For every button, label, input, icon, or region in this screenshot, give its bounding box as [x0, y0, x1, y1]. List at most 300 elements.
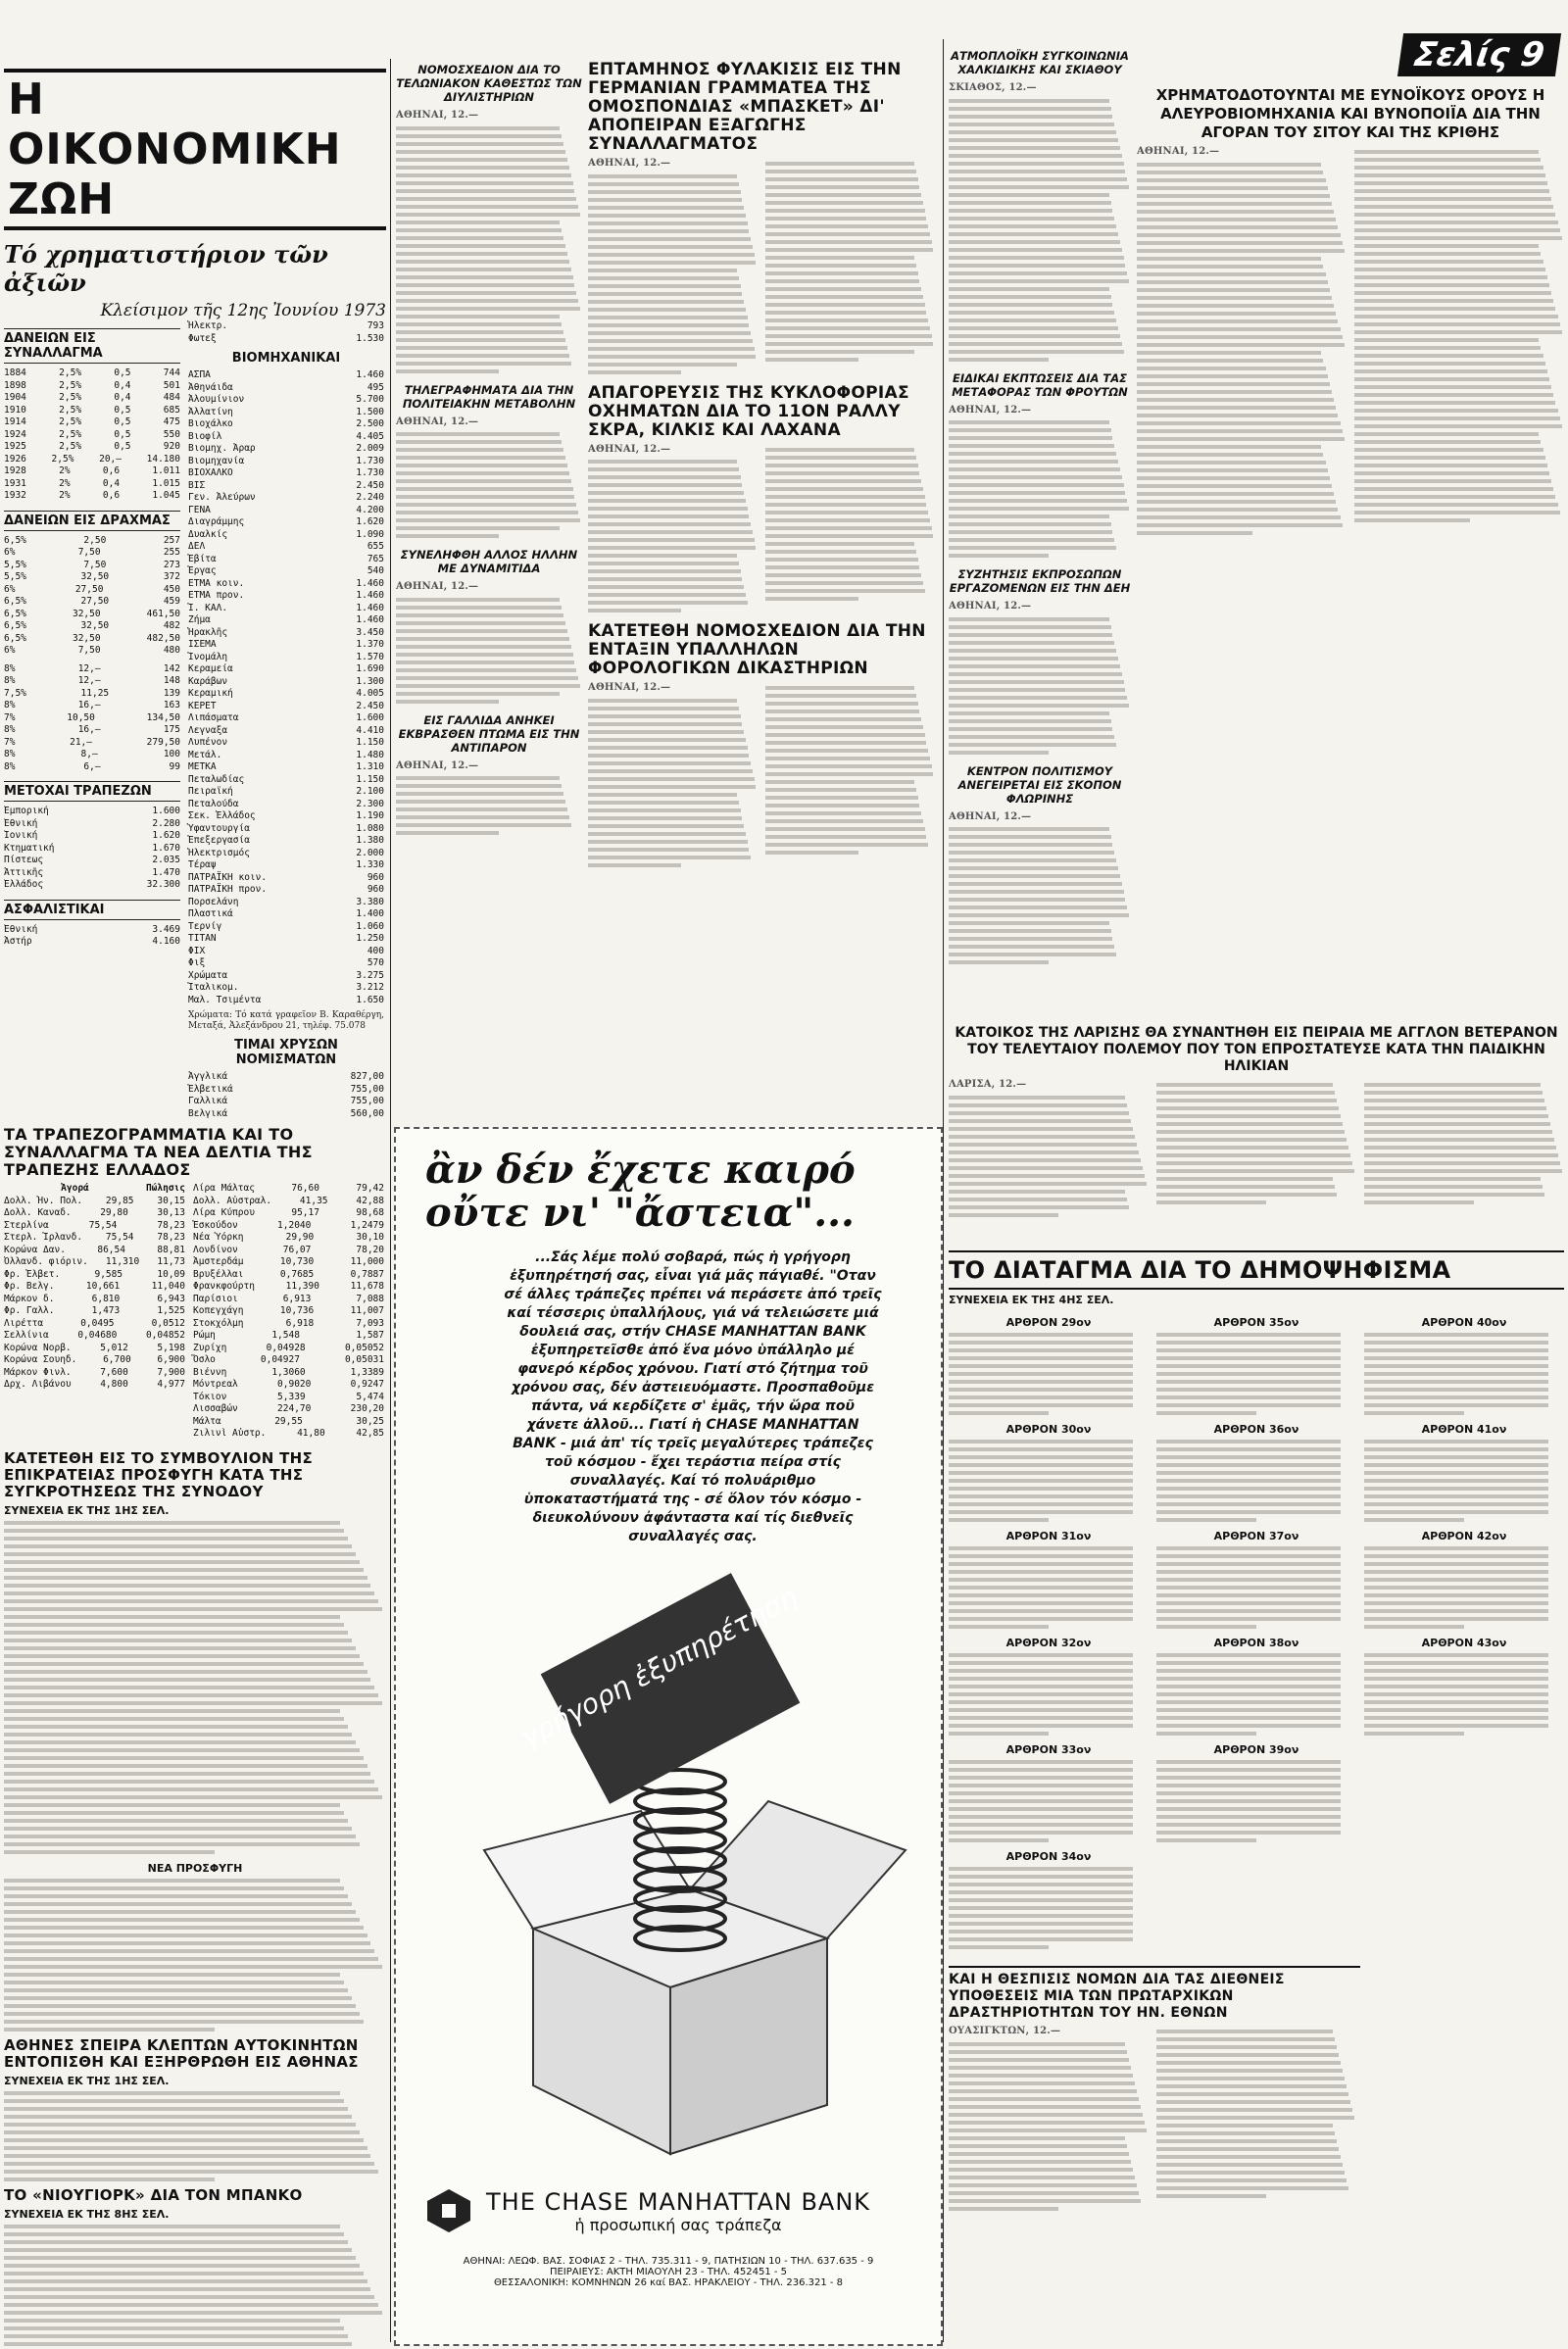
- currency-row-cell: 30,13: [157, 1207, 185, 1218]
- bond-row-cell: 1925: [4, 441, 26, 452]
- text-line: [949, 1111, 1129, 1115]
- text-line: [765, 503, 926, 507]
- text-line: [1156, 1146, 1348, 1150]
- stock-row-cell: Ἀθηνάιδα: [188, 381, 233, 393]
- text-line: [588, 832, 746, 836]
- column-rule: [390, 59, 391, 2342]
- stock-row-cell: 1.150: [356, 773, 384, 785]
- drachma-row: [4, 609, 180, 621]
- text-line: [949, 444, 1114, 448]
- currency-row-cell: Κορώνα Νορβ.: [4, 1342, 72, 1353]
- other-bond-row-cell: 7,5%: [4, 687, 26, 699]
- text-line: [4, 2334, 348, 2338]
- stock-row-cell: 1.300: [356, 675, 384, 687]
- text-line: [1156, 1348, 1341, 1352]
- text-line: [396, 598, 560, 602]
- text-line: [588, 793, 737, 797]
- text-line: [765, 279, 919, 283]
- dei-body: [949, 601, 1131, 755]
- galley-body: [396, 760, 582, 836]
- text-line: [949, 1372, 1133, 1376]
- stock-row: [188, 394, 384, 407]
- text-line: [949, 1494, 1133, 1498]
- text-line: [1364, 1716, 1548, 1720]
- text-line: [949, 2089, 1137, 2093]
- drachma-row-cell: 482,50: [146, 632, 180, 644]
- currency-row: [4, 1256, 185, 1269]
- text-line: [396, 354, 569, 358]
- text-line: [396, 126, 560, 130]
- text-line: [4, 1764, 368, 1768]
- text-line: [765, 589, 925, 593]
- currency-row-cell: Σελλίνια: [4, 1330, 49, 1341]
- text-line: [588, 292, 742, 296]
- stock-row-cell: 765: [367, 553, 384, 564]
- text-line: [1354, 244, 1539, 248]
- text-line: [949, 303, 1112, 307]
- bond-row-cell: 0,4: [114, 392, 131, 403]
- article-heading: ΑΡΘΡΟΝ 41ον: [1421, 1423, 1507, 1436]
- text-line: [1137, 414, 1338, 417]
- bank-row-cell: Πίστεως: [4, 855, 44, 865]
- germany-body-2: [765, 158, 935, 378]
- insurance-row-cell: Ἑθνική: [4, 923, 38, 935]
- stock-row-cell: 1.690: [356, 663, 384, 674]
- stock-row: [188, 541, 384, 554]
- text-line: [1137, 343, 1345, 347]
- text-line: [765, 565, 919, 569]
- text-line: [765, 573, 921, 577]
- stock-row-cell: ΒΙΟΧΑΛΚΟ: [188, 467, 233, 478]
- text-line: [949, 688, 1125, 692]
- stock-row-cell: 2.240: [356, 492, 384, 503]
- text-line: [1156, 1700, 1341, 1704]
- article-heading: ΑΡΘΡΟΝ 30ον: [1005, 1423, 1092, 1436]
- text-line: [1156, 1440, 1341, 1444]
- bond-row: [4, 478, 180, 491]
- bond-row: [4, 380, 180, 393]
- currency-row-cell: 11,73: [157, 1256, 185, 1267]
- text-line: [949, 1479, 1133, 1483]
- text-line: [396, 606, 562, 610]
- currency-row-cell: Κορώνα Σουηδ.: [4, 1354, 77, 1365]
- currency-row-cell: 4,977: [157, 1379, 185, 1390]
- drachma-row: [4, 633, 180, 646]
- text-line: [765, 804, 919, 807]
- dateline: ΑΘΗΝΑΙ, 12.—: [396, 581, 479, 593]
- text-line: [4, 1615, 340, 1619]
- text-line: [765, 843, 928, 847]
- currency-row-cell: 5,012: [100, 1342, 128, 1353]
- text-line: [765, 471, 919, 475]
- currency-row-cell: 0,7685: [279, 1268, 315, 1280]
- text-line: [765, 170, 916, 173]
- larisa-headline: ΚΑΤΟΙΚΟΣ ΤΗΣ ΛΑΡΙΣΗΣ ΘΑ ΣΥΝΑΝΤΗΘΗ ΕΙΣ ΠΕΙΡΑΙΑ ΜΕ ΑΓΓΛΟΝ ΒΕΤΕΡΑΝΟΝ ΤΟΥ ΤΕΛΕΥΤΑΙΟΥ ΠΟΛΕΜΟΥ ΠΟΥ ΤΟΝ ΕΠΡΟΣΤΑΤΕΥΣΕ ΚΑΤΑ ΤΗΝ ΠΑΙΔΙΚΗΝ ΗΛΙΚΙΑΝ: [955, 1025, 1558, 1074]
- stock-row-cell: ΠΑΤΡΑΪΚΗ προν.: [188, 884, 268, 895]
- church-body: [4, 1521, 386, 1854]
- text-line: [396, 283, 574, 287]
- stock-row: [188, 407, 384, 419]
- bond-row-cell: 1928: [4, 465, 26, 476]
- text-line: [1354, 181, 1547, 185]
- text-line: [765, 177, 918, 181]
- text-line: [765, 185, 919, 189]
- new-appeal-body: [4, 1879, 386, 2031]
- text-line: [949, 1554, 1133, 1558]
- stock-row: [188, 908, 384, 921]
- text-line: [1354, 173, 1545, 177]
- stock-row-cell: Ἀλλατίνη: [188, 406, 233, 417]
- text-line: [588, 522, 751, 526]
- text-line: [4, 1842, 360, 1846]
- currency-row-cell: 30,25: [356, 1415, 384, 1427]
- text-line: [949, 1609, 1133, 1613]
- text-line: [1137, 288, 1330, 292]
- text-line: [1354, 401, 1555, 405]
- currency-row: [4, 1232, 185, 1245]
- text-line: [1156, 1114, 1341, 1118]
- text-line: [396, 158, 567, 162]
- galley-heading: ΕΙΣ ΓΑΛΛΙΔΑ ΑΝΗΚΕΙ ΕΚΒΡΑΣΘΕΝ ΠΤΩΜΑ ΕΙΣ ΤΗΝ ΑΝΤΙΠΑΡΟΝ: [398, 712, 580, 755]
- text-line: [1156, 2108, 1352, 2112]
- text-line: [396, 807, 567, 811]
- bank-row: [4, 879, 180, 892]
- text-line: [949, 1601, 1133, 1605]
- text-line: [588, 182, 739, 186]
- text-line: [1137, 178, 1326, 182]
- text-line: [765, 162, 914, 166]
- text-line: [588, 467, 739, 471]
- text-line: [1364, 1333, 1548, 1337]
- text-line: [949, 138, 1118, 142]
- text-line: [949, 1685, 1133, 1688]
- text-line: [949, 649, 1116, 653]
- text-line: [949, 1455, 1133, 1459]
- text-line: [949, 1388, 1133, 1392]
- text-line: [765, 851, 858, 855]
- dateline: ΑΘΗΝΑΙ, 12.—: [396, 110, 479, 121]
- text-line: [4, 1803, 340, 1807]
- article-heading: ΑΡΘΡΟΝ 35ον: [1213, 1316, 1299, 1329]
- text-line: [396, 792, 564, 796]
- currency-header-cell: Πώλησις: [145, 1183, 185, 1194]
- bond-row-cell: 2,5%: [59, 416, 82, 427]
- text-line: [949, 680, 1124, 684]
- text-line: [1137, 249, 1345, 253]
- text-line: [1156, 1799, 1341, 1803]
- currency-row-cell: 30,10: [356, 1232, 384, 1243]
- telegraph-heading: ΤΗΛΕΓΡΑΦΗΜΑΤΑ ΔΙΑ ΤΗΝ ΠΟΛΙΤΕΙΑΚΗΝ ΜΕΤΑΒΟΛΗΝ: [402, 382, 576, 411]
- bond-row-cell: 2,5%: [59, 379, 82, 391]
- currency-row-cell: 9,585: [94, 1268, 123, 1280]
- banks-heading: ΜΕΤΟΧΑΙ ΤΡΑΠΕΖΩΝ: [4, 781, 180, 802]
- currency-row: [4, 1269, 185, 1282]
- currency-row: [193, 1354, 384, 1367]
- text-line: [1156, 1784, 1341, 1787]
- text-line: [1137, 515, 1341, 519]
- currency-header-cell: Ἀγορά: [61, 1183, 89, 1194]
- text-line: [588, 816, 742, 820]
- currency-row: [193, 1281, 384, 1294]
- text-line: [4, 1835, 356, 1838]
- text-line: [949, 2168, 1133, 2172]
- currency-row-cell: Λίρα Μάλτας: [193, 1183, 255, 1194]
- text-line: [1156, 1609, 1341, 1613]
- text-line: [4, 1926, 364, 1930]
- bond-row-cell: 0,4: [102, 477, 121, 489]
- text-line: [949, 898, 1125, 902]
- ad-bank-name: THE CHASE MANHATTAN BANK: [486, 2187, 871, 2216]
- stock-row-cell: 4.410: [356, 724, 384, 736]
- text-line: [4, 2240, 348, 2244]
- text-line: [949, 1937, 1133, 1941]
- other-bond-row: [4, 761, 180, 774]
- text-line: [949, 1447, 1133, 1451]
- text-line: [588, 769, 753, 773]
- text-line: [1137, 492, 1334, 496]
- text-line: [1137, 304, 1334, 308]
- text-line: [765, 287, 921, 291]
- text-line: [949, 711, 1109, 715]
- stock-row-cell: 1.380: [356, 835, 384, 846]
- bond-row-cell: 1914: [4, 416, 26, 427]
- drachma-row-cell: 27,50: [80, 596, 110, 607]
- text-line: [588, 460, 737, 464]
- currency-row-cell: Νέα Ὑόρκη: [193, 1232, 244, 1243]
- text-line: [949, 1617, 1133, 1621]
- stocks-block: [188, 320, 384, 1120]
- text-line: [4, 1850, 215, 1854]
- chase-ad: [394, 1127, 943, 2346]
- un-body-2: [1156, 2026, 1356, 2215]
- stock-note: Χρώματα: Τό κατά γραφεῖον Β. Καραθέργη, Μεταξά, Ἀλεξάνδρου 21, τηλέφ. 75.078: [188, 1010, 384, 1031]
- text-line: [1156, 1494, 1341, 1498]
- stock-row-cell: Λεγναξα: [188, 724, 228, 736]
- text-line: [1354, 511, 1560, 514]
- text-line: [949, 538, 1114, 542]
- text-line: [4, 2123, 356, 2127]
- stock-row-cell: 5.700: [356, 394, 384, 405]
- drachma-row-cell: 461,50: [146, 608, 180, 619]
- stock-row-cell: Χρώματα: [188, 969, 228, 981]
- text-line: [765, 835, 926, 839]
- text-line: [396, 315, 560, 318]
- text-line: [1137, 241, 1343, 245]
- text-line: [949, 1898, 1133, 1902]
- stock-row-cell: ΙΣΕΜΑ: [188, 639, 217, 650]
- spring-box-illustration: [484, 1801, 906, 2154]
- ny-headline: ΤΟ «ΝΙΟΥΓΙΟΡΚ» ΔΙΑ ΤΟΝ ΜΠΑΝΚΟ: [4, 2185, 303, 2204]
- stock-row: [188, 750, 384, 762]
- text-line: [396, 236, 564, 240]
- bond-row-cell: 0,5: [114, 404, 131, 416]
- text-line: [949, 546, 1116, 550]
- text-line: [588, 245, 753, 249]
- text-line: [949, 499, 1127, 503]
- currency-row-cell: Φρ. Βελγ.: [4, 1281, 55, 1292]
- text-line: [949, 843, 1112, 847]
- text-line: [765, 217, 926, 220]
- text-line: [949, 217, 1114, 220]
- text-line: [1364, 1099, 1544, 1102]
- chase-logo-icon: [425, 2187, 472, 2234]
- text-line: [949, 657, 1118, 661]
- text-line: [1364, 1193, 1544, 1197]
- text-line: [1137, 500, 1336, 504]
- stock-row-cell: 3.450: [356, 626, 384, 638]
- currency-row-cell: 6,810: [91, 1293, 121, 1304]
- article-heading: ΑΡΘΡΟΝ 36ον: [1213, 1423, 1299, 1436]
- text-line: [949, 162, 1124, 166]
- drachma-row: [4, 547, 180, 560]
- currency-row-cell: 1,3060: [271, 1366, 306, 1378]
- text-line: [1364, 1440, 1548, 1444]
- text-line: [949, 1356, 1133, 1360]
- stock-row: [188, 884, 384, 897]
- stock-row: [188, 725, 384, 738]
- currency-row-cell: 98,68: [356, 1207, 384, 1218]
- text-line: [588, 284, 741, 288]
- currency-row-cell: 0,9020: [277, 1379, 312, 1390]
- stock-row-cell: Πεταλούδα: [188, 798, 239, 809]
- text-line: [949, 1174, 1145, 1178]
- text-line: [4, 1918, 360, 1922]
- text-line: [949, 2066, 1131, 2070]
- drachma-row: [4, 571, 180, 584]
- text-line: [949, 1922, 1133, 1926]
- text-line: [4, 1521, 340, 1525]
- text-line: [765, 764, 932, 768]
- text-line: [765, 358, 858, 362]
- text-line: [1137, 319, 1338, 323]
- stock-row: [188, 418, 384, 431]
- stock-row-cell: 1.530: [356, 332, 384, 344]
- text-line: [4, 2319, 340, 2323]
- drachma-row-cell: 480: [163, 645, 180, 656]
- bank-row-cell: 1.620: [152, 830, 180, 841]
- stock-row: [188, 603, 384, 615]
- article-heading: ΑΡΘΡΟΝ 29ον: [1005, 1316, 1092, 1329]
- stock-row: [188, 529, 384, 542]
- text-line: [4, 1965, 382, 1969]
- text-line: [949, 1883, 1133, 1886]
- text-line: [1364, 1356, 1548, 1360]
- stock-row-cell: 1.330: [356, 859, 384, 870]
- stock-row-cell: Βιομηχανία: [188, 455, 245, 466]
- ad-address-2: ΠΕΙΡΑΙΕΥΣ: ΑΚΤΗ ΜΙΑΟΥΛΗ 23 - ΤΗΛ. 452451 - 5: [549, 2267, 788, 2277]
- synelifthi-body: [396, 581, 582, 704]
- text-line: [1364, 1395, 1548, 1399]
- other-bond-row: [4, 700, 180, 712]
- text-line: [765, 303, 925, 307]
- text-line: [1156, 1463, 1341, 1467]
- text-line: [1364, 1455, 1548, 1459]
- currency-row-cell: Στερλίνα: [4, 1219, 49, 1231]
- text-line: [949, 342, 1122, 346]
- text-line: [949, 1815, 1133, 1819]
- synelifthi-heading: ΣΥΝΕΛΗΦΘΗ ΑΛΛΟΣ ΗΛΛΗΝ ΜΕ ΔΥΝΑΜΙΤΙΔΑ: [400, 548, 578, 576]
- text-line: [949, 1150, 1139, 1154]
- stock-row: [188, 565, 384, 578]
- text-line: [949, 1625, 1049, 1629]
- text-line: [949, 522, 1111, 526]
- text-line: [949, 641, 1114, 645]
- text-line: [1354, 503, 1558, 507]
- fruit-heading: ΕΙΔΙΚΑΙ ΕΚΠΤΩΣΕΙΣ ΔΙΑ ΤΑΣ ΜΕΤΑΦΟΡΑΣ ΤΩΝ ΦΡΟΥΤΩΝ: [952, 370, 1128, 399]
- currency-row-cell: 7,088: [356, 1293, 384, 1304]
- text-line: [588, 363, 737, 367]
- other-bond-row-cell: 139: [163, 687, 180, 699]
- text-line: [765, 749, 928, 753]
- text-line: [1364, 1570, 1548, 1574]
- text-line: [949, 1182, 1147, 1186]
- stock-row-cell: Ἐπεξεργασία: [188, 835, 250, 846]
- text-line: [4, 1886, 344, 1890]
- text-line: [1354, 252, 1541, 256]
- stocks-heading: ΒΙΟΜΗΧΑΝΙΚΑΙ: [231, 351, 341, 366]
- text-line: [588, 538, 755, 542]
- gold-row: [188, 1108, 384, 1121]
- other-bond-row-cell: 10,50: [67, 711, 95, 723]
- currency-row: [4, 1343, 185, 1355]
- text-line: [765, 201, 923, 205]
- text-line: [1156, 1653, 1341, 1657]
- currency-row: [4, 1220, 185, 1233]
- text-line: [949, 1471, 1133, 1475]
- text-line: [4, 1670, 368, 1674]
- currency-row-cell: Στοκχόλμη: [193, 1317, 244, 1329]
- decree-kicker: ΣΥΝΕΧΕΙΑ ΕΚ ΤΗΣ 4ΗΣ ΣΕΛ.: [949, 1294, 1114, 1306]
- text-line: [4, 1654, 360, 1658]
- currency-row-cell: 10,09: [157, 1268, 185, 1280]
- stock-row-cell: 4.405: [356, 430, 384, 442]
- text-line: [396, 213, 580, 217]
- text-line: [949, 311, 1114, 315]
- text-line: [396, 197, 576, 201]
- currency-row-cell: Λισσαβών: [193, 1403, 238, 1414]
- text-line: [1156, 2139, 1337, 2143]
- text-line: [1156, 1200, 1266, 1204]
- text-line: [949, 633, 1112, 637]
- stock-row-cell: Ἠλεκτρ.: [188, 320, 228, 331]
- stock-row-cell: Πορσελάνη: [188, 896, 239, 907]
- currency-row-cell: Ζυρίχη: [193, 1342, 227, 1353]
- text-line: [1156, 1356, 1341, 1360]
- text-line: [1364, 1114, 1548, 1118]
- text-line: [1364, 1554, 1548, 1558]
- text-line: [1137, 335, 1343, 339]
- text-line: [949, 224, 1116, 228]
- bond-row-cell: 0,5: [114, 416, 131, 427]
- text-line: [1156, 1372, 1341, 1376]
- text-line: [1156, 1601, 1341, 1605]
- decree-col-2: [1156, 1308, 1356, 1953]
- article-heading: ΑΡΘΡΟΝ 42ον: [1421, 1530, 1507, 1542]
- text-line: [1137, 327, 1341, 331]
- text-line: [1156, 1130, 1345, 1134]
- text-line: [1156, 1333, 1341, 1337]
- stock-row-cell: 1.500: [356, 406, 384, 417]
- text-line: [765, 295, 923, 299]
- bank-row-cell: Ἑλλάδος: [4, 879, 44, 890]
- dateline: ΑΘΗΝΑΙ, 12.—: [396, 416, 479, 427]
- text-line: [949, 107, 1111, 111]
- currency-row: [4, 1367, 185, 1380]
- text-line: [588, 198, 742, 202]
- text-line: [949, 1348, 1133, 1352]
- text-line: [396, 252, 567, 256]
- text-line: [396, 299, 578, 303]
